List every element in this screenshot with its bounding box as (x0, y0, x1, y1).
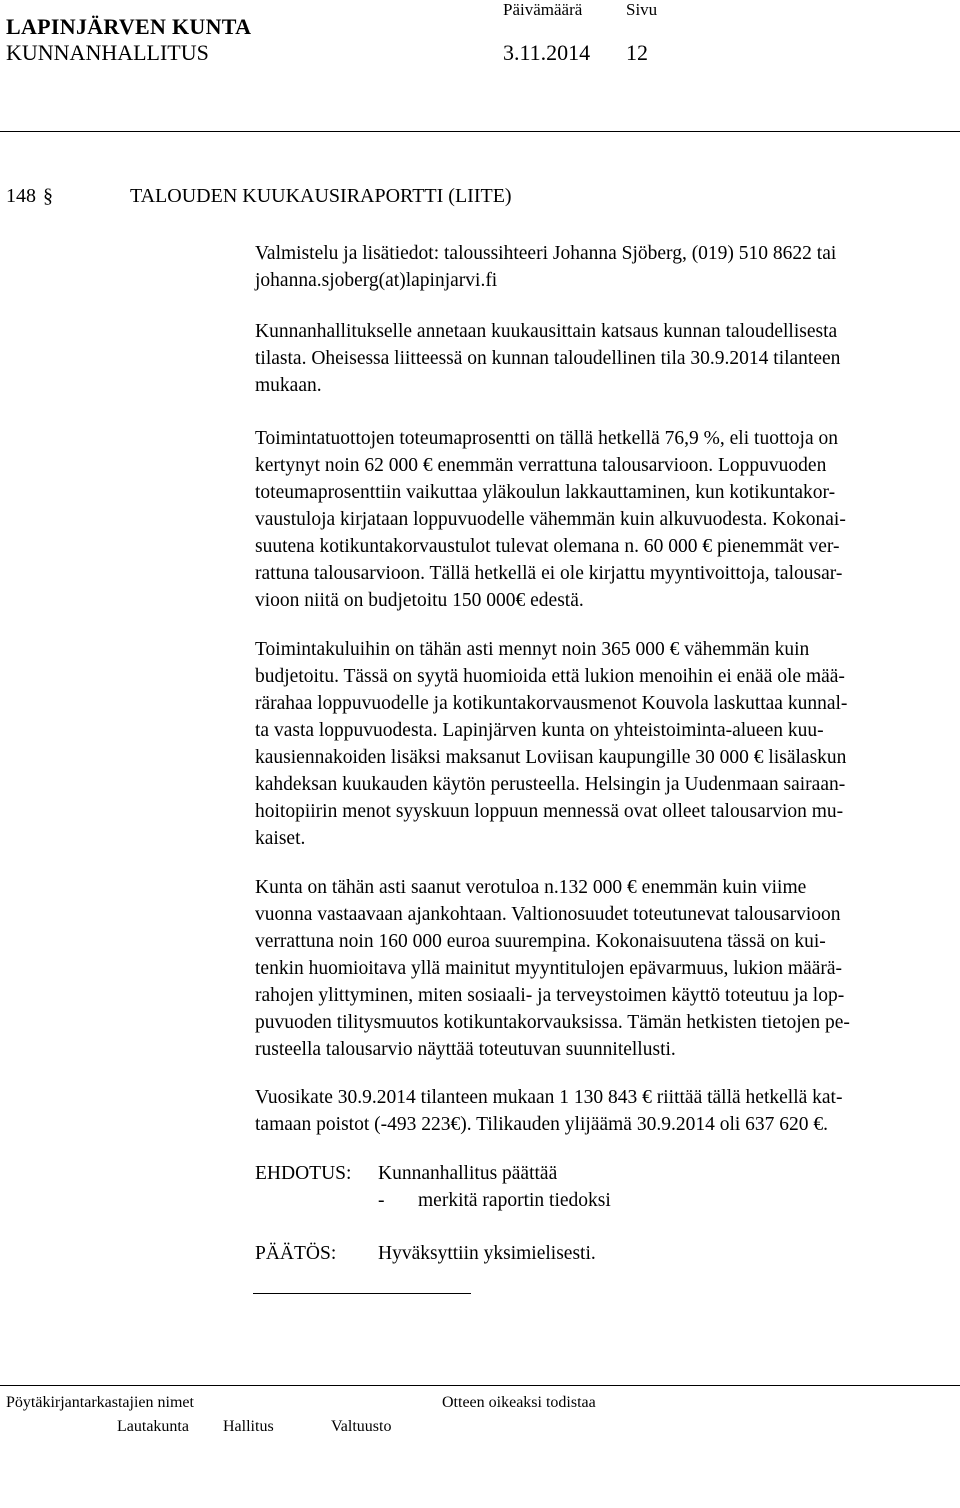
paragraph-line: Valmistelu ja lisätiedot: taloussihteeri Johanna Sjöberg, (019) 510 8622 tai (255, 243, 837, 264)
paragraph-line: toteumaprosenttiin vaikuttaa yläkoulun lakkauttaminen, kun kotikuntakor- (255, 482, 836, 503)
paragraph-line: rusteella talousarvio näyttää toteutuvan suunnitellusti. (255, 1039, 676, 1060)
paragraph-line: rärahaa loppuvuodelle ja kotikuntakorvausmenot Kouvola laskuttaa kunnal- (255, 693, 848, 714)
paragraph-line: hoitopiirin menot syyskuun loppuun mennessä ovat olleet talousarvion mu- (255, 801, 844, 822)
proposal-label: EHDOTUS: (255, 1163, 352, 1184)
page-label: Sivu (626, 0, 658, 19)
footer-body-lautakunta: Lautakunta (117, 1418, 189, 1435)
paragraph-line: tilasta. Oheisessa liitteessä on kunnan taloudellinen tila 30.9.2014 tilanteen (255, 348, 841, 369)
paragraph-line: Kunta on tähän asti saanut verotuloa n.132 000 € enemmän kuin viime (255, 877, 807, 898)
reviewers-label: Pöytäkirjantarkastajien nimet (6, 1394, 194, 1411)
proposal-item-dash: - (378, 1190, 385, 1211)
board-name: KUNNANHALLITUS (6, 40, 209, 65)
organization-name: LAPINJÄRVEN KUNTA (6, 14, 252, 39)
paragraph-line: Kunnanhallitukselle annetaan kuukausittain katsaus kunnan taloudellisesta (255, 321, 838, 342)
paragraph-line: ta vasta loppuvuodesta. Lapinjärven kunta on yhteistoiminta-alueen kuu- (255, 720, 824, 741)
paragraph-line: rattuna talousarvioon. Tällä hetkellä ei ole kirjattu myyntivoittoja, talousar- (255, 563, 843, 584)
signature-line (253, 1293, 471, 1294)
paragraph-revenue (255, 425, 955, 614)
section-number: 148 (6, 185, 36, 207)
paragraph-line: suutena kotikuntakorvaustulot tulevat olemana n. 60 000 € pienemmät ver- (255, 536, 840, 557)
section-title: TALOUDEN KUUKAUSIRAPORTTI (LIITE) (130, 185, 512, 207)
paragraph-line: kahdeksan kuukauden käytön perusteella. Helsingin ja Uudenmaan sairaan- (255, 774, 846, 795)
paragraph-line: puvuoden tilitysmuutos kotikuntakorvauksissa. Tämän hetkisten tietojen pe- (255, 1012, 850, 1033)
paragraph-line: kertynyt noin 62 000 € enemmän verrattuna talousarvioon. Loppuvuoden (255, 455, 827, 476)
certified-label: Otteen oikeaksi todistaa (442, 1394, 596, 1411)
page-number: 12 (626, 40, 648, 65)
date-label: Päivämäärä (503, 0, 583, 19)
paragraph-line: verrattuna noin 160 000 euroa suurempina. Kokonaisuutena tässä on kui- (255, 931, 826, 952)
footer-body-valtuusto: Valtuusto (331, 1418, 392, 1435)
paragraph-line: Toimintatuottojen toteumaprosentti on tällä hetkellä 76,9 %, eli tuottoja on (255, 428, 838, 449)
header-divider (0, 131, 960, 132)
paragraph-line: Vuosikate 30.9.2014 tilanteen mukaan 1 130 843 € riittää tällä hetkellä kat- (255, 1087, 843, 1108)
paragraph-line: vaustuloja kirjataan loppuvuodelle vähemmän kuin alkuvuodesta. Kokonai- (255, 509, 846, 530)
paragraph-line: kaiset. (255, 828, 306, 849)
paragraph-intro (255, 318, 955, 399)
paragraph-preparer (255, 240, 955, 294)
paragraph-taxes (255, 874, 955, 1063)
paragraph-line: kausiennakoiden lisäksi maksanut Loviisan kaupungille 30 000 € lisälaskun (255, 747, 847, 768)
paragraph-line: tenkin huomioitava yllä mainitut myyntitulojen epävarmuus, lukion määrä- (255, 958, 843, 979)
paragraph-line: vioon niitä on budjetoitu 150 000€ edestä. (255, 590, 584, 611)
footer-divider (0, 1385, 960, 1386)
paragraph-line: vuonna vastaavaan ajankohtaan. Valtionosuudet toteutunevat talousarvioon (255, 904, 841, 925)
paragraph-line: mukaan. (255, 375, 322, 396)
section-sign: § (43, 185, 53, 207)
paragraph-expenses (255, 636, 955, 852)
paragraph-line: Toimintakuluihin on tähän asti mennyt noin 365 000 € vähemmän kuin (255, 639, 810, 660)
paragraph-line: tamaan poistot (-493 223€). Tilikauden ylijäämä 30.9.2014 oli 637 620 €. (255, 1114, 829, 1135)
footer-body-hallitus: Hallitus (223, 1418, 274, 1435)
decision-label: PÄÄTÖS: (255, 1243, 337, 1264)
decision-text: Hyväksyttiin yksimielisesti. (378, 1243, 596, 1264)
paragraph-annual-margin (255, 1084, 955, 1138)
paragraph-line: budjetoitu. Tässä on syytä huomioida että lukion menoihin ei enää ole mää- (255, 666, 845, 687)
proposal-text: Kunnanhallitus päättää (378, 1163, 558, 1184)
paragraph-line: johanna.sjoberg(at)lapinjarvi.fi (255, 270, 498, 291)
meeting-date: 3.11.2014 (503, 40, 591, 65)
proposal-item: merkitä raportin tiedoksi (418, 1190, 611, 1211)
paragraph-line: rahojen ylittyminen, miten sosiaali- ja terveystoimen käyttö toteutuu ja lop- (255, 985, 845, 1006)
